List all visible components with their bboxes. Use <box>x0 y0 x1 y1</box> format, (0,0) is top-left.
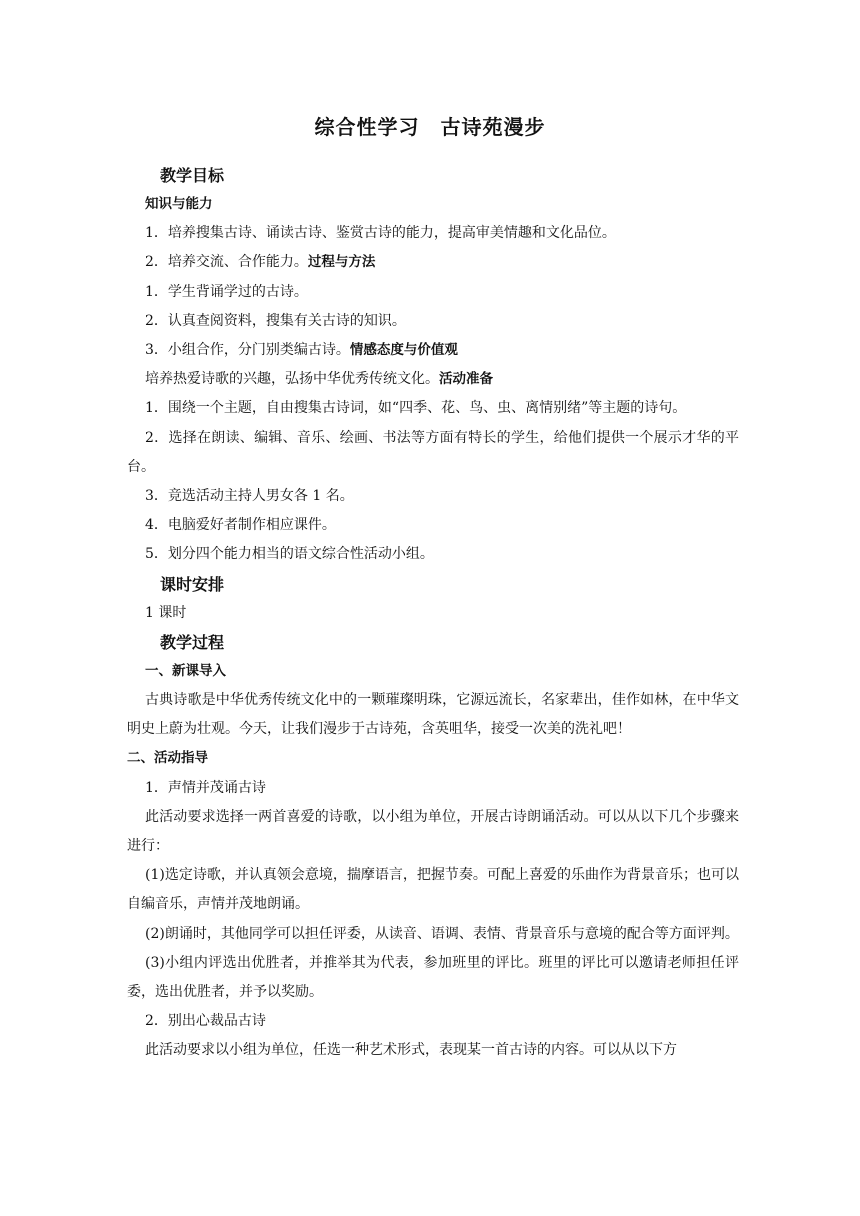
subheading-preparation: 活动准备 <box>439 371 493 388</box>
objective-text: 2．培养交流、合作能力。 <box>145 254 308 271</box>
schedule-value: 1 课时 <box>145 604 187 621</box>
section-heading-objectives: 教学目标 <box>160 166 225 185</box>
intro-paragraph: 古典诗歌是中华优秀传统文化中的一颗璀璨明珠，它源远流长，名家辈出，佳作如林，在中华文明史上蔚为壮观。今天，让我们漫步于古诗苑，含英咀华，接受一次美的洗礼吧！ <box>127 692 739 738</box>
preparation-item: 4．电脑爱好者制作相应课件。 <box>145 517 336 534</box>
objective-item: 1．学生背诵学过的古诗。 <box>145 283 308 300</box>
subheading-intro: 一、新课导入 <box>145 662 226 679</box>
objective-item <box>127 365 739 394</box>
subheading-emotion: 情感态度与价值观 <box>349 342 458 359</box>
preparation-item: 5．划分四个能力相当的语文综合性活动小组。 <box>145 546 434 563</box>
activity-step: (3)小组内评选出优胜者，并推举其为代表，参加班里的评比。班里的评比可以邀请老师担任评委，选出优胜者，并予以奖励。 <box>127 954 739 1001</box>
page-title: 综合性学习 古诗苑漫步 <box>314 115 546 139</box>
preparation-item: 3．竞选活动主持人男女各 1 名。 <box>145 488 354 505</box>
activity-step: (2)朗诵时，其他同学可以担任评委，从读音、语调、表情、背景音乐与意境的配合等方面评判。 <box>145 925 739 942</box>
objective-item <box>127 248 739 277</box>
activity-title: 2．别出心裁品古诗 <box>145 1013 266 1030</box>
activity-step: (1)选定诗歌，并认真领会意境，揣摩语言，把握节奏。可配上喜爱的乐曲作为背景音乐；也可以自编音乐，声情并茂地朗诵。 <box>127 867 739 913</box>
objective-item: 2．认真查阅资料，搜集有关古诗的知识。 <box>145 312 406 329</box>
preparation-item: 2．选择在朗读、编辑、音乐、绘画、书法等方面有特长的学生，给他们提供一个展示才华的平台。 <box>127 429 739 475</box>
subheading-guide: 二、活动指导 <box>127 750 208 767</box>
preparation-item: 1．围绕一个主题，自由搜集古诗词，如“四季、花、鸟、虫、离情别绪”等主题的诗句。 <box>145 400 687 417</box>
objective-text: 3．小组合作，分门别类编古诗。 <box>145 342 350 359</box>
section-heading-process: 教学过程 <box>160 632 225 652</box>
section-heading-schedule: 课时安排 <box>160 574 225 594</box>
activity-paragraph: 此活动要求选择一两首喜爱的诗歌，以小组为单位，开展古诗朗诵活动。可以从以下几个步骤来进行： <box>127 808 739 855</box>
subheading-process: 过程与方法 <box>307 254 376 271</box>
objective-item: 1．培养搜集古诗、诵读古诗、鉴赏古诗的能力，提高审美情趣和文化品位。 <box>145 225 616 242</box>
objective-text: 培养热爱诗歌的兴趣，弘扬中华优秀传统文化。 <box>145 371 439 388</box>
document-body <box>127 161 739 1066</box>
activity-paragraph: 此活动要求以小组为单位，任选一种艺术形式，表现某一首古诗的内容。可以从以下方 <box>145 1042 677 1059</box>
subheading-knowledge: 知识与能力 <box>145 196 213 212</box>
activity-title: 1．声情并茂诵古诗 <box>145 779 266 796</box>
objective-item <box>127 336 739 365</box>
